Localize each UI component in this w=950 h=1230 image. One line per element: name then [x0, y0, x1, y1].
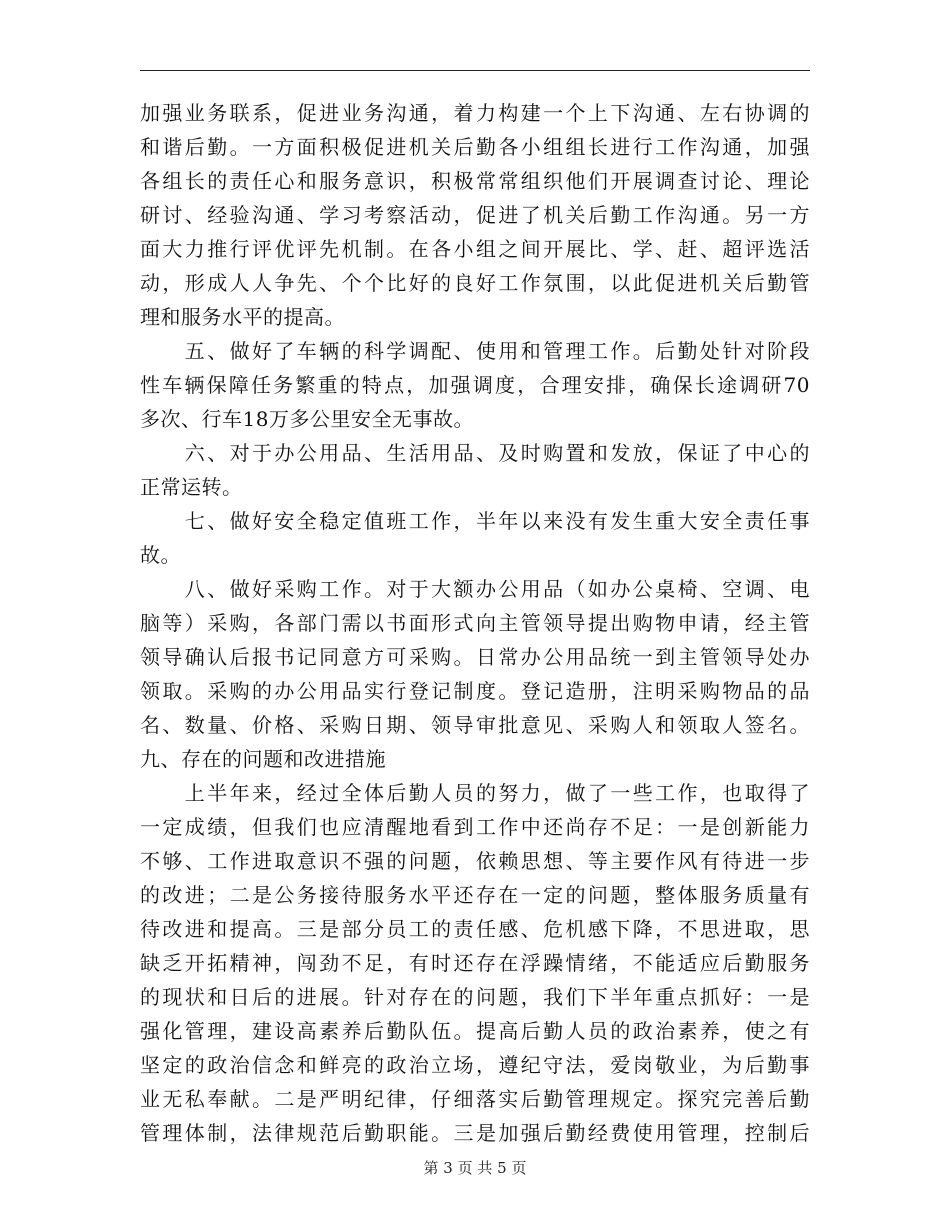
page-footer: 第 3 页 共 5 页	[423, 1159, 527, 1177]
text-line: 六、对于办公用品、生活用品、及时购置和发放，保证了中心的	[140, 441, 810, 465]
text-line: 面大力推行评优评先机制。在各小组之间开展比、学、赶、超评选活	[140, 237, 810, 261]
text-line: 坚定的政治信念和鲜亮的政治立场，遵纪守法，爱岗敬业，为后勤事	[140, 1053, 810, 1077]
text-line: 业无私奉献。二是严明纪律，仔细落实后勤管理规定。探究完善后勤	[140, 1087, 810, 1111]
text-line: 上半年来，经过全体后勤人员的努力，做了一些工作，也取得了	[140, 781, 810, 805]
text-line: 名、数量、价格、采购日期、领导审批意见、采购人和领取人签名。	[140, 713, 810, 737]
text-line: 七、做好安全稳定值班工作，半年以来没有发生重大安全责任事	[140, 509, 810, 533]
text-line: 待改进和提高。三是部分员工的责任感、危机感下降，不思进取，思	[140, 917, 810, 941]
text-line: 故。	[140, 543, 181, 567]
header-rule	[140, 70, 810, 71]
text-line: 研讨、经验沟通、学习考察活动，促进了机关后勤工作沟通。另一方	[140, 203, 810, 227]
text-line: 管理体制，法律规范后勤职能。三是加强后勤经费使用管理，控制后	[140, 1121, 810, 1145]
text-line: 各组长的责任心和服务意识，积极常常组织他们开展调查讨论、理论	[140, 169, 810, 193]
text-line: 和谐后勤。一方面积极促进机关后勤各小组组长进行工作沟通，加强	[140, 135, 810, 159]
text-line: 的现状和日后的进展。针对存在的问题，我们下半年重点抓好：一是	[140, 985, 810, 1009]
text-line: 九、存在的问题和改进措施	[140, 747, 386, 771]
text-line: 的改进；二是公务接待服务水平还存在一定的问题，整体服务质量有	[140, 883, 810, 907]
text-line: 领导确认后报书记同意方可采购。日常办公用品统一到主管领导处办	[140, 645, 810, 669]
document-body	[140, 96, 810, 1150]
text-line: 动，形成人人争先、个个比好的良好工作氛围，以此促进机关后勤管	[140, 271, 810, 295]
text-line: 多次、行车18万多公里安全无事故。	[140, 407, 474, 431]
text-line: 加强业务联系，促进业务沟通，着力构建一个上下沟通、左右协调的	[140, 101, 810, 125]
text-line: 性车辆保障任务繁重的特点，加强调度，合理安排，确保长途调研70	[140, 373, 810, 397]
text-line: 正常运转。	[140, 475, 243, 499]
text-line: 一定成绩，但我们也应清醒地看到工作中还尚存不足：一是创新能力	[140, 815, 810, 839]
text-line: 强化管理，建设高素养后勤队伍。提高后勤人员的政治素养，使之有	[140, 1019, 810, 1043]
text-line: 脑等）采购，各部门需以书面形式向主管领导提出购物申请，经主管	[140, 611, 810, 635]
text-line: 缺乏开拓精神，闯劲不足，有时还存在浮躁情绪，不能适应后勤服务	[140, 951, 810, 975]
text-line: 八、做好采购工作。对于大额办公用品（如办公桌椅、空调、电	[140, 577, 810, 601]
text-line: 不够、工作进取意识不强的问题，依赖思想、等主要作风有待进一步	[140, 849, 810, 873]
text-line: 五、做好了车辆的科学调配、使用和管理工作。后勤处针对阶段	[140, 339, 810, 363]
text-line: 理和服务水平的提高。	[140, 305, 345, 329]
text-line: 领取。采购的办公用品实行登记制度。登记造册，注明采购物品的品	[140, 679, 810, 703]
